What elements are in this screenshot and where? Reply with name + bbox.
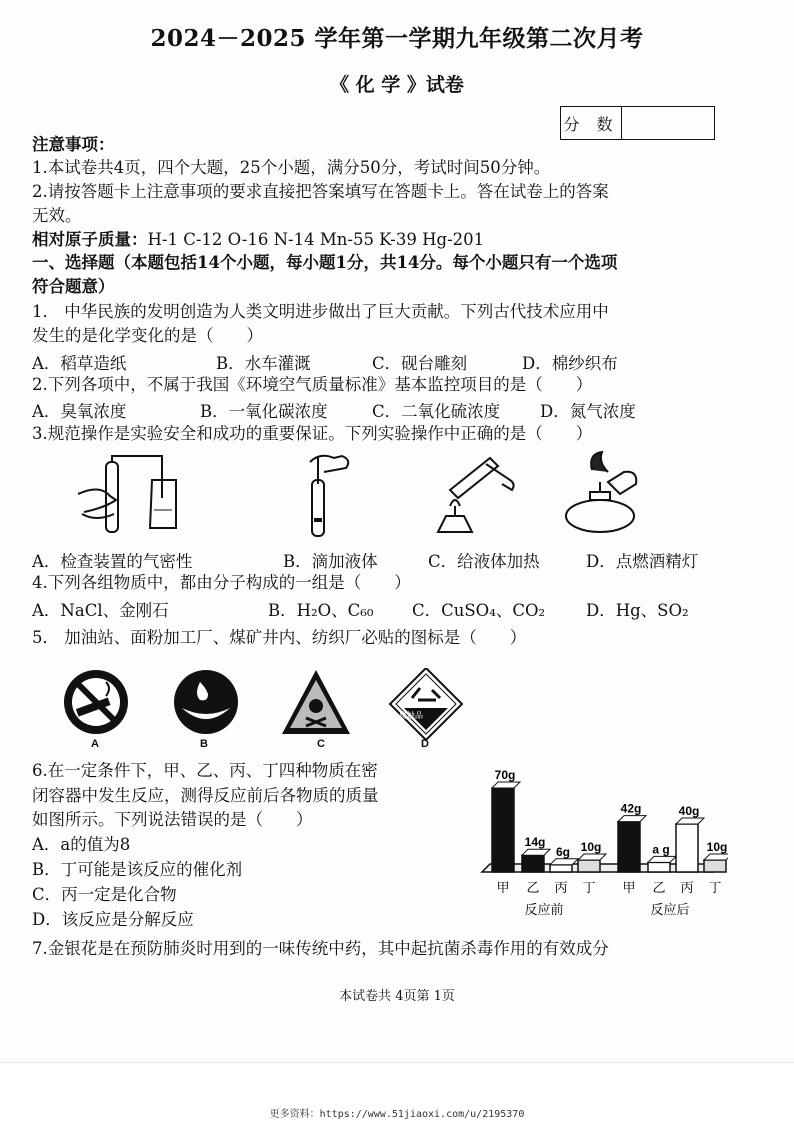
notice-item-2a: 2.请按答题卡上注意事项的要求直接把答案填写在答题卡上。答在试卷上的答案 bbox=[32, 182, 609, 201]
exam-title: 2024－2025 学年第一学期九年级第二次月考 bbox=[150, 25, 644, 52]
group-label-1: 反应后 bbox=[650, 903, 690, 918]
q6-option-b: B．丁可能是该反应的催化剂 bbox=[32, 860, 243, 879]
score-box bbox=[560, 106, 715, 140]
heating-liquid-figure bbox=[438, 458, 514, 532]
exam-subtitle: 《 化 学 》试卷 bbox=[330, 74, 464, 96]
q6-option-c: C．丙一定是化合物 bbox=[32, 885, 177, 904]
category-label-1-2: 丙 bbox=[680, 881, 694, 896]
bar-top-1-0 bbox=[618, 816, 646, 822]
bar-1-2 bbox=[676, 824, 698, 872]
q5-label-d: D bbox=[421, 738, 429, 750]
q3-option-b: B．滴加液体 bbox=[283, 552, 378, 571]
q2-stem: 2.下列各项中，不属于我国《环境空气质量标准》基本监控项目的是（ ） bbox=[32, 375, 593, 394]
section1-heading-b: 符合题意） bbox=[32, 277, 115, 296]
score-label: 分 数 bbox=[561, 107, 622, 139]
q6-option-d: D．该反应是分解反应 bbox=[32, 910, 194, 929]
toxic-warning-icon bbox=[282, 670, 350, 734]
category-label-1-1: 乙 bbox=[652, 881, 666, 896]
bar-1-3 bbox=[704, 860, 726, 872]
bar-top-0-3 bbox=[578, 854, 606, 860]
bar-top-1-1 bbox=[648, 856, 676, 862]
atomic-mass-line bbox=[32, 229, 484, 251]
q4-option-c: C．CuSO₄、CO₂ bbox=[412, 601, 546, 620]
q2-option-a: A．臭氧浓度 bbox=[32, 402, 127, 421]
bar-0-0 bbox=[492, 788, 514, 872]
q1-option-d: D．棉纱织布 bbox=[522, 354, 618, 373]
bar-top-0-1 bbox=[522, 849, 550, 855]
category-label-1-0: 甲 bbox=[622, 881, 636, 896]
source-link[interactable]: 更多资料：https://www.51jiaoxi.com/u/2195370 bbox=[269, 1109, 525, 1120]
q3-option-c: C．给液体加热 bbox=[428, 552, 540, 571]
atomic-mass-values: H-1 C-12 O-16 N-14 Mn-55 K-39 Hg-201 bbox=[147, 230, 485, 249]
q3-option-d: D．点燃酒精灯 bbox=[586, 552, 699, 571]
alcohol-lamp-figure bbox=[566, 452, 636, 532]
bar-top-1-2 bbox=[676, 818, 704, 824]
bar-1-0 bbox=[618, 822, 640, 872]
notice-heading: 注意事项： bbox=[32, 135, 115, 154]
corrosive-warning-icon bbox=[390, 668, 462, 740]
category-label-0-0: 甲 bbox=[496, 881, 510, 896]
corrosive-sign-text: 腐蚀品 bbox=[399, 711, 423, 720]
q4-stem: 4.下列各组物质中，都由分子构成的一组是（ ） bbox=[32, 573, 411, 592]
mass-bar-chart bbox=[478, 760, 728, 920]
q5-stem: 5． 加油站、面粉加工厂、煤矿井内、纺织厂必贴的图标是（ ） bbox=[32, 628, 527, 647]
category-label-0-2: 丙 bbox=[554, 881, 568, 896]
bar-label-1-0: 42g bbox=[620, 801, 642, 816]
q6-stem-c: 如图所示。下列说法错误的是（ ） bbox=[32, 810, 313, 829]
q3-apparatus-figures bbox=[70, 450, 710, 542]
bar-1-1 bbox=[648, 862, 670, 872]
bar-label-1-3: 10g bbox=[706, 840, 728, 854]
category-label-0-3: 丁 bbox=[582, 881, 596, 896]
bar-label-0-2: 6g bbox=[555, 844, 571, 859]
page-divider bbox=[0, 1062, 794, 1063]
category-label-1-3: 丁 bbox=[708, 881, 722, 896]
q5-sign-icons bbox=[60, 668, 480, 740]
bar-top-0-0 bbox=[492, 782, 520, 788]
atomic-mass-label: 相对原子质量： bbox=[32, 230, 148, 249]
water-saving-icon bbox=[174, 670, 238, 734]
q5-label-b: B bbox=[200, 738, 208, 750]
q4-option-a: A．NaCl、金刚石 bbox=[32, 601, 169, 620]
airtightness-check-figure bbox=[78, 456, 176, 532]
q4-option-b: B．H₂O、C₆₀ bbox=[268, 601, 374, 620]
dropper-figure bbox=[310, 456, 348, 536]
bar-0-1 bbox=[522, 855, 544, 872]
notice-item-1: 1.本试卷共4页，四个大题，25个小题，满分50分，考试时间50分钟。 bbox=[32, 158, 551, 177]
q3-stem: 3.规范操作是实验安全和成功的重要保证。下列实验操作中正确的是（ ） bbox=[32, 424, 593, 443]
q1-option-a: A．稻草造纸 bbox=[32, 354, 127, 373]
no-smoking-icon bbox=[64, 670, 128, 734]
bar-label-1-2: 40g bbox=[678, 804, 700, 818]
q4-option-d: D．Hg、SO₂ bbox=[586, 601, 689, 620]
bar-0-2 bbox=[550, 865, 572, 872]
q1-option-b: B．水车灌溉 bbox=[216, 354, 311, 373]
q2-option-d: D．氮气浓度 bbox=[540, 402, 636, 421]
q6-stem-a: 6.在一定条件下，甲、乙、丙、丁四种物质在密 bbox=[32, 761, 378, 780]
q5-label-a: A bbox=[91, 738, 99, 750]
bar-label-1-1: a g bbox=[652, 842, 670, 857]
q6-option-a: A．a的值为8 bbox=[32, 835, 131, 854]
q7-stem: 7.金银花是在预防肺炎时用到的一味传统中药，其中起抗菌杀毒作用的有效成分 bbox=[32, 939, 609, 958]
group-label-0: 反应前 bbox=[524, 903, 564, 918]
bar-top-1-3 bbox=[704, 854, 728, 860]
q6-stem-b: 闭容器中发生反应，测得反应前后各物质的质量 bbox=[32, 786, 379, 805]
q2-option-b: B．一氧化碳浓度 bbox=[200, 402, 328, 421]
notice-item-2b: 无效。 bbox=[32, 206, 82, 225]
bar-0-3 bbox=[578, 860, 600, 872]
score-field[interactable] bbox=[622, 107, 714, 139]
q1-stem-b: 发生的是化学变化的是（ ） bbox=[32, 326, 263, 345]
section1-heading-a: 一、选择题（本题包括14个小题，每小题1分，共14分。每个小题只有一个选项 bbox=[32, 253, 618, 272]
bar-label-0-3: 10g bbox=[580, 840, 602, 854]
q1-option-c: C．砚台雕刻 bbox=[372, 354, 468, 373]
bar-label-0-1: 14g bbox=[524, 835, 546, 850]
bar-label-0-0: 70g bbox=[494, 768, 516, 782]
q3-option-a: A．检查装置的气密性 bbox=[32, 552, 193, 571]
q1-stem-a: 1． 中华民族的发明创造为人类文明进步做出了巨大贡献。下列古代技术应用中 bbox=[32, 302, 609, 321]
category-label-0-1: 乙 bbox=[526, 881, 540, 896]
q5-label-c: C bbox=[317, 738, 325, 750]
page-footer: 本试卷共 4页第 1页 bbox=[339, 989, 455, 1004]
q2-option-c: C．二氧化硫浓度 bbox=[372, 402, 501, 421]
